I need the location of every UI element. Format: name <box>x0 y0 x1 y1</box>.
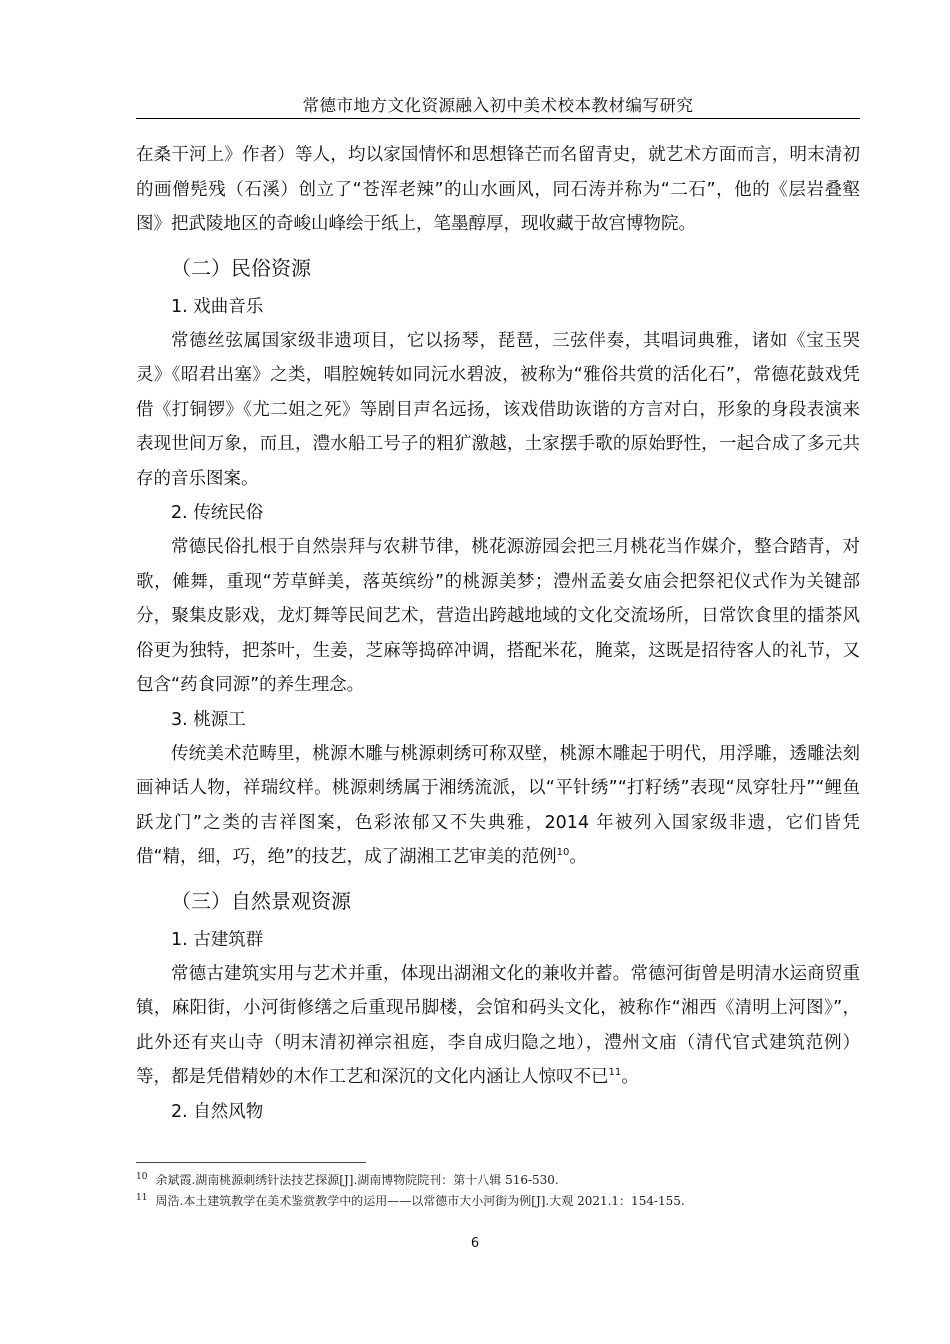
paragraph-opera-music: 常德丝弦属国家级非遗项目，它以扬琴，琵琶，三弦伴奏，其唱词典雅，诸如《宝玉哭灵》《昭君出塞》之类，唱腔婉转如同沅水碧波，被称为“雅俗共赏的活化石”，常德花鼓戏凭借《打铜锣》《尤二姐之死》等剧目声名远扬，该戏借助诙谐的方言对白，形象的身段表演来表现世间万象，而且，澧水船工号子的粗犷激越，土家摆手歌的原始野性，一起合成了多元共存的音乐图案。 <box>136 330 860 489</box>
body-text <box>136 138 860 1129</box>
subheading-natural-features: 2. 自然风物 <box>171 1101 264 1122</box>
footnote-text: 周浩.本土建筑教学在美术鉴赏教学中的运用——以常德市大小河街为例[J].大观 2021.1：154-155. <box>155 1194 685 1208</box>
paragraph-ancient-architecture-text: 常德古建筑实用与艺术并重，体现出湖湘文化的兼收并蓄。常德河街曾是明清水运商贸重镇，麻阳街，小河街修缮之后重现吊脚楼，会馆和码头文化，被称作“湘西《清明上河图》”，此外还有夹山寺（明末清初禅宗祖庭，李自成归隐之地），澧州文庙（清代官式建筑范例）等，都是凭借精妙的木作工艺和深沉的文化内涵让人惊叹不已 <box>136 963 860 1087</box>
page-number: 6 <box>470 1236 480 1251</box>
footnote-ref-11[interactable]: 11 <box>608 1067 622 1079</box>
footnotes <box>136 1168 860 1210</box>
section-heading-natural-landscape: （三）自然景观资源 <box>171 888 351 913</box>
paragraph-taoyuan-craft: 传统美术范畴里，桃源木雕与桃源刺绣可称双壁，桃源木雕起于明代，用浮雕，透雕法刻画神话人物，祥瑞纹样。桃源刺绣属于湘绣流派，以“平针绣”“打籽绣”表现“凤穿牡丹”“鲤鱼跃龙门”之类的吉祥图案，色彩浓郁又不失典雅，2014 年被列入国家级非遗，它们皆凭借“精，细，巧，绝”的技艺，成了湖湘工艺审美的范例$^{10}$。 <box>136 743 860 867</box>
footnote-number: 10 <box>136 1172 148 1182</box>
footnote-number: 11 <box>136 1193 148 1203</box>
section-heading-folk-resources: （二）民俗资源 <box>171 255 311 280</box>
subheading-opera-music: 1. 戏曲音乐 <box>171 296 264 317</box>
subheading-traditional-customs: 2. 传统民俗 <box>171 503 264 523</box>
paragraph-continuation: 在桑干河上》作者）等人，均以家国情怀和思想锋芒而名留青史，就艺术方面而言，明末清初的画僧髡残（石溪）创立了“苍浑老辣”的山水画风，同石涛并称为“二石”，他的《层岩叠壑图》把武陵地区的奇峻山峰绘于纸上，笔墨醇厚，现收藏于故宫博物院。 <box>136 145 860 234</box>
footnote-ref-10[interactable]: 10 <box>556 847 570 859</box>
subheading-ancient-architecture: 1. 古建筑群 <box>171 929 264 950</box>
paragraph-ancient-architecture: 常德古建筑实用与艺术并重，体现出湖湘文化的兼收并蓄。常德河街曾是明清水运商贸重镇，麻阳街，小河街修缮之后重现吊脚楼，会馆和码头文化，被称作“湘西《清明上河图》”，此外还有夹山寺（明末清初禅宗祖庭，李自成归隐之地），澧州文庙（清代官式建筑范例）等，都是凭借精妙的木作工艺和深沉的文化内涵让人惊叹不已$^{11}$。 <box>136 963 860 1087</box>
footnote-separator <box>136 1162 366 1163</box>
paragraph-taoyuan-craft-text: 传统美术范畴里，桃源木雕与桃源刺绣可称双壁，桃源木雕起于明代，用浮雕，透雕法刻画神话人物，祥瑞纹样。桃源刺绣属于湘绣流派，以“平针绣”“打籽绣”表现“凤穿牡丹”“鲤鱼跃龙门”之类的吉祥图案，色彩浓郁又不失典雅，2014 年被列入国家级非遗，它们皆凭借“精，细，巧，绝”的技艺，成了湖湘工艺审美的范例 <box>136 743 860 867</box>
header-rule <box>136 118 860 119</box>
running-header: 常德市地方文化资源融入初中美术校本教材编写研究 <box>302 96 694 115</box>
footnote-10 <box>136 1168 860 1189</box>
paragraph-traditional-customs: 常德民俗扎根于自然崇拜与农耕节律，桃花源游园会把三月桃花当作媒介，整合踏青，对歌，傩舞，重现“芳草鲜美，落英缤纷”的桃源美梦；澧州孟姜女庙会把祭祀仪式作为关键部分，聚集皮影戏，龙灯舞等民间艺术，营造出跨越地域的文化交流场所，日常饮食里的擂茶风俗更为独特，把茶叶，生姜，芝麻等捣碎冲调，搭配米花，腌菜，这既是招待客人的礼节，又包含“药食同源”的养生理念。 <box>136 537 860 695</box>
footnote-11 <box>136 1189 860 1210</box>
footnote-text: 余斌霞.湖南桃源刺绣针法技艺探源[J].湖南博物院院刊：第十八辑 516-530. <box>155 1173 559 1187</box>
subheading-taoyuan-craft: 3. 桃源工 <box>171 709 246 730</box>
